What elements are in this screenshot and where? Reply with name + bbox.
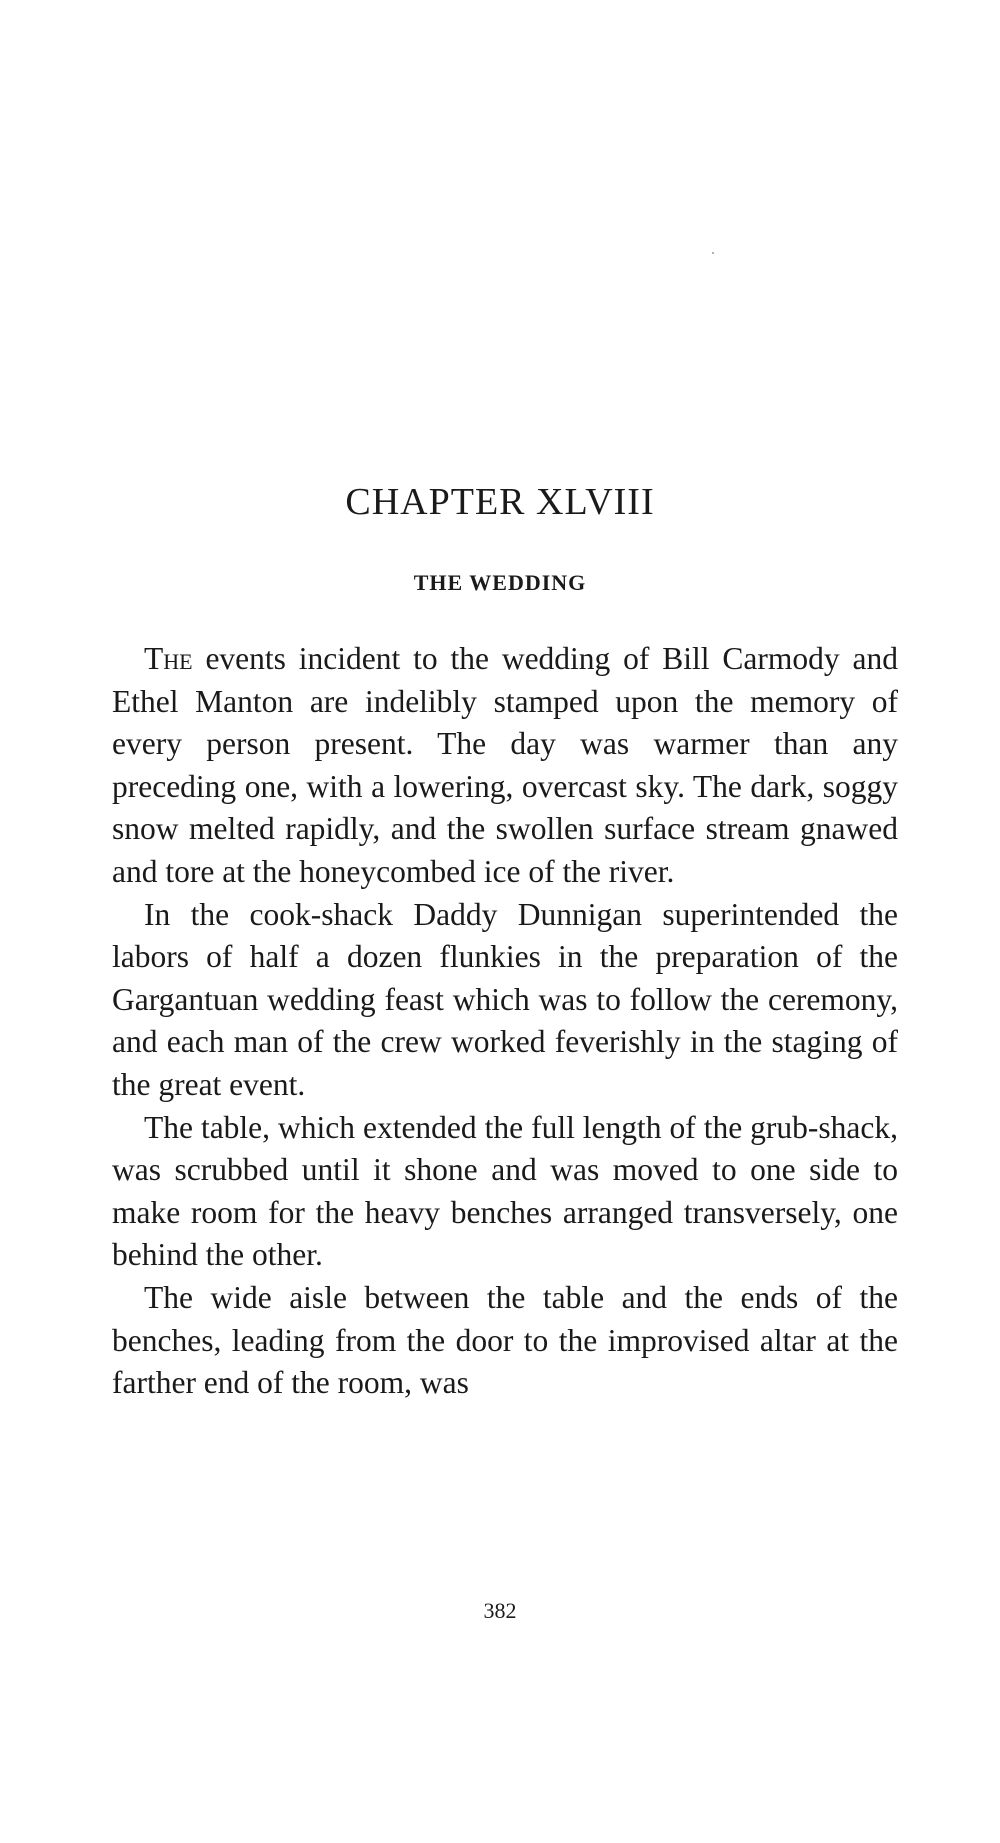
chapter-heading: CHAPTER XLVIII xyxy=(345,481,655,523)
dropword: The xyxy=(144,641,193,676)
paragraph-1 xyxy=(112,638,898,894)
paper-speck xyxy=(712,252,714,254)
paragraph-4: The wide aisle between the table and the ends of the benches, leading from the door to the improvised altar at the farther end of the room, was xyxy=(112,1279,898,1401)
paragraph-3: The table, which extended the full length of the grub-shack, was scrubbed until it shone and was moved to one side to make room for the heavy benches arranged transversely, one behind the other. xyxy=(112,1109,898,1273)
body-text xyxy=(112,638,898,1405)
page-number: 382 xyxy=(483,1598,517,1623)
paragraph-1-text: events incident to the wedding of Bill Carmody and Ethel Manton are indelibly stamped upon the memory of every person present. The day was warmer than any preceding one, with a lowering, overcast sky. The dark, soggy snow melted rapidly, and the swollen surface stream gnawed and tore at the honeycombed ice of the river. xyxy=(112,641,898,889)
paragraph-2: In the cook-shack Daddy Dunnigan superintended the labors of half a dozen flunkies in the preparation of the Gargantuan wedding feast which was to follow the ceremony, and each man of the crew worked feverishly in the staging of the great event. xyxy=(112,896,898,1102)
chapter-subtitle: THE WEDDING xyxy=(413,570,587,595)
